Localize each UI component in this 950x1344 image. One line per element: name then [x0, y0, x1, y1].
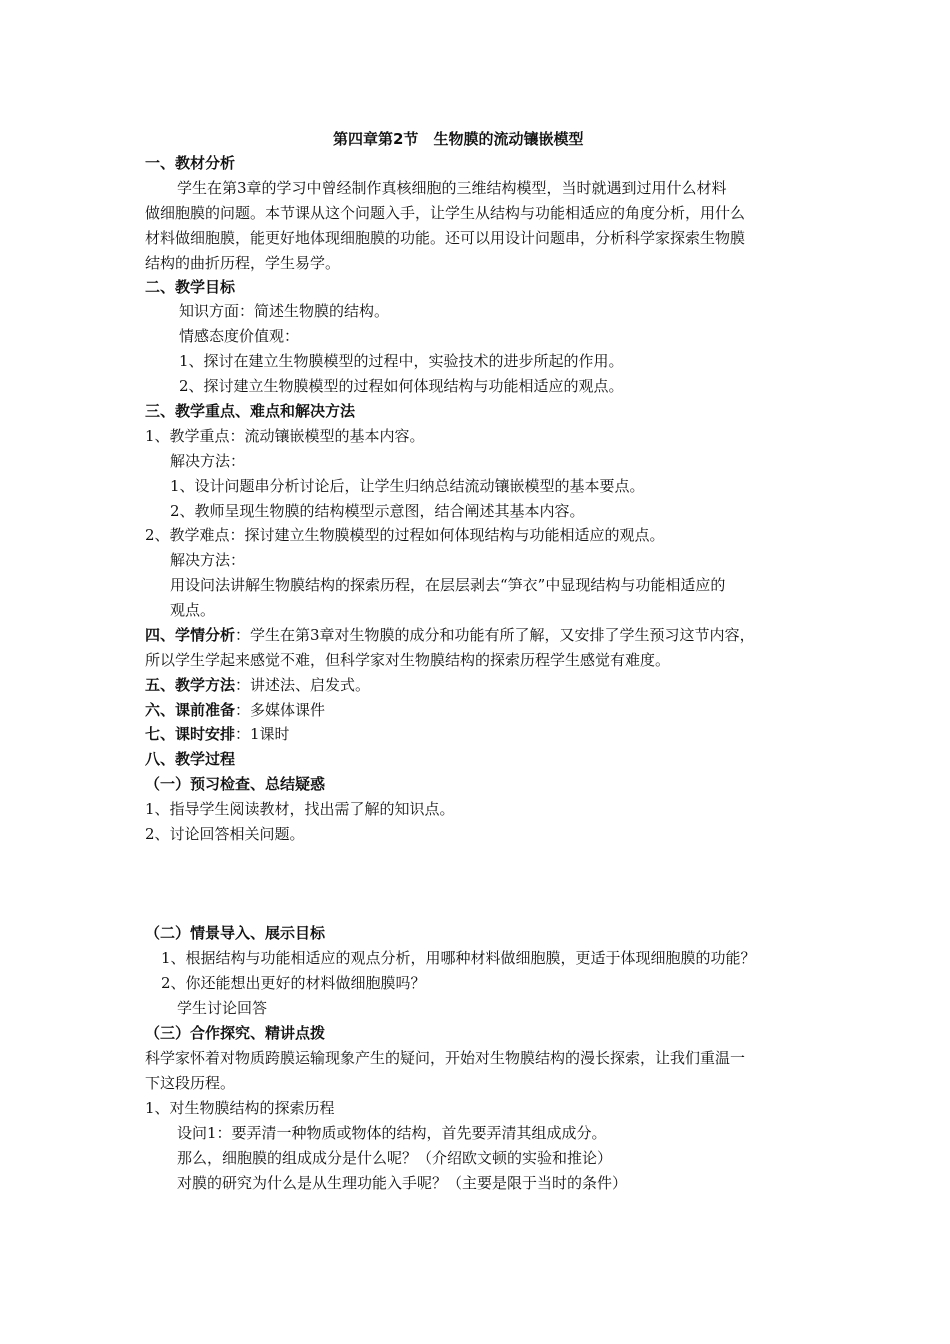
text-line: 2、讨论回答相关问题。 — [145, 825, 305, 843]
section-7-text: ：1课时 — [235, 725, 290, 743]
section-heading-4: 四、学情分析 — [145, 626, 236, 644]
section-6-line — [145, 698, 325, 722]
subsection-heading-1: （一）预习检查、总结疑惑 — [145, 775, 326, 793]
text-line: 1、对生物膜结构的探索历程 — [145, 1099, 335, 1117]
text-line: 解决方法： — [170, 452, 246, 470]
subsection-heading-2: （二）情景导入、展示目标 — [145, 924, 326, 942]
text-line: 1、根据结构与功能相适应的观点分析，用哪种材料做细胞膜，更适于体现细胞膜的功能？ — [161, 949, 756, 967]
text-line: 知识方面：简述生物膜的结构。 — [179, 302, 390, 320]
section-4-line — [145, 623, 755, 647]
text-line: 解决方法： — [170, 551, 246, 569]
section-heading-6: 六、课前准备 — [145, 701, 236, 719]
text-line: 那么，细胞膜的组成成分是什么呢？（介绍欧文顿的实验和推论） — [177, 1149, 613, 1167]
paragraph-line: 所以学生学起来感觉不难，但科学家对生物膜结构的探索历程学生感觉有难度。 — [145, 651, 671, 669]
subsection-heading-3: （三）合作探究、精讲点拨 — [145, 1024, 326, 1042]
text-line: 2、你还能想出更好的材料做细胞膜吗？ — [161, 974, 426, 992]
text-line: 设问1：要弄清一种物质或物体的结构，首先要弄清其组成成分。 — [177, 1124, 607, 1142]
section-heading-8: 八、教学过程 — [145, 750, 236, 768]
text-line: 2、教学难点：探讨建立生物膜模型的过程如何体现结构与功能相适应的观点。 — [145, 526, 665, 544]
text-line: 2、教师呈现生物膜的结构模型示意图，结合阐述其基本内容。 — [170, 502, 585, 520]
paragraph-line: 下这段历程。 — [145, 1074, 236, 1092]
section-heading-5: 五、教学方法 — [145, 676, 236, 694]
paragraph-line: 做细胞膜的问题。本节课从这个问题入手，让学生从结构与功能相适应的角度分析，用什么 — [145, 204, 746, 222]
paragraph-line: 科学家怀着对物质跨膜运输现象产生的疑问，开始对生物膜结构的漫长探索，让我们重温一 — [145, 1049, 746, 1067]
text-line: 1、探讨在建立生物膜模型的过程中，实验技术的进步所起的作用。 — [179, 352, 624, 370]
section-5-line — [145, 673, 370, 697]
section-4-text: ：学生在第3章对生物膜的成分和功能有所了解，又安排了学生预习这节内容， — [235, 626, 755, 644]
section-7-line — [145, 722, 290, 746]
page-title: 第四章第2节 生物膜的流动镶嵌模型 — [333, 130, 584, 148]
section-heading-1: 一、教材分析 — [145, 154, 236, 172]
paragraph-line: 学生在第3章的学习中曾经制作真核细胞的三维结构模型，当时就遇到过用什么材料 — [177, 179, 727, 197]
text-line: 1、设计问题串分析讨论后，让学生归纳总结流动镶嵌模型的基本要点。 — [170, 477, 645, 495]
text-line: 情感态度价值观： — [179, 327, 300, 345]
text-line: 1、指导学生阅读教材，找出需了解的知识点。 — [145, 800, 455, 818]
section-heading-2: 二、教学目标 — [145, 278, 236, 296]
text-line: 观点。 — [170, 601, 216, 619]
section-6-text: ：多媒体课件 — [235, 701, 326, 719]
section-heading-3: 三、教学重点、难点和解决方法 — [145, 402, 356, 420]
text-line: 用设问法讲解生物膜结构的探索历程，在层层剥去“笋衣”中显现结构与功能相适应的 — [170, 576, 726, 594]
text-line: 2、探讨建立生物膜模型的过程如何体现结构与功能相适应的观点。 — [179, 377, 624, 395]
text-line: 学生讨论回答 — [177, 999, 268, 1017]
paragraph-line: 结构的曲折历程，学生易学。 — [145, 254, 341, 272]
text-line: 1、教学重点：流动镶嵌模型的基本内容。 — [145, 427, 425, 445]
section-heading-7: 七、课时安排 — [145, 725, 236, 743]
paragraph-line: 材料做细胞膜，能更好地体现细胞膜的功能。还可以用设计问题串，分析科学家探索生物膜 — [145, 229, 746, 247]
text-line: 对膜的研究为什么是从生理功能入手呢？（主要是限于当时的条件） — [177, 1174, 628, 1192]
section-5-text: ：讲述法、启发式。 — [235, 676, 371, 694]
